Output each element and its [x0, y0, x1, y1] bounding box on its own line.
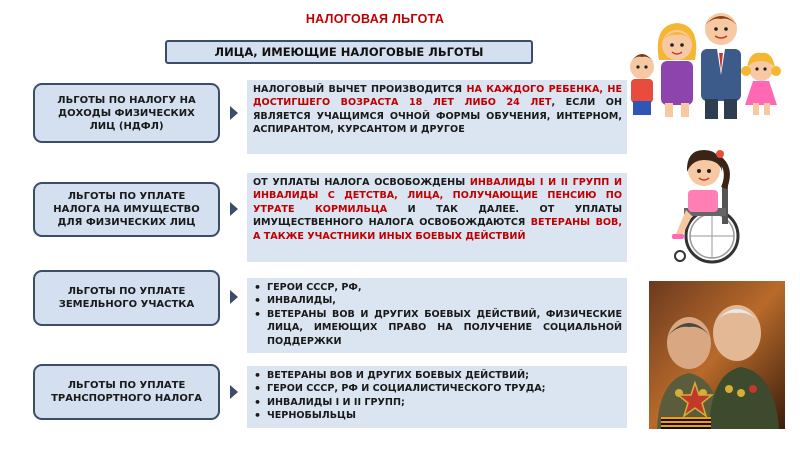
description-text: ОТ УПЛАТЫ НАЛОГА ОСВОБОЖДЕНЫ ИНВАЛИДЫ I И II ГРУПП И ИНВАЛИДЫ С ДЕТСТВА, ЛИЦА, ПОЛУЧАЮЩИЕ ПЕНСИЮ ПО УТРАТЕ КОРМИЛЬЦА И ТАК ДАЛЕЕ. ОТ УПЛАТЫ ИМУЩЕСТВЕННОГО НАЛОГА ОСВОБОЖДАЮТСЯ ВЕТЕРАНЫ ВОВ, А ТАКЖЕ УЧАСТНИКИ ИНЫХ БОЕВЫХ ДЕЙСТВИЙ: [253, 177, 623, 242]
arrow-right-icon: [230, 290, 238, 304]
subtitle-box: [165, 40, 533, 64]
category-box-property: [33, 182, 220, 237]
list-item: • ГЕРОИ СССР, РФ,: [253, 281, 622, 294]
list-item: • ВЕТЕРАНЫ ВОВ И ДРУГИХ БОЕВЫХ ДЕЙСТВИЙ, ФИЗИЧЕСКИЕ ЛИЦА, ИМЕЮЩИХ ПРАВО НА ПОЛУЧЕНИЕ СОЦИАЛЬНОЙ ПОДДЕРЖКИ: [253, 308, 622, 348]
category-line: ЛЬГОТЫ ПО УПЛАТЕ: [67, 380, 186, 391]
description-text: НАЛОГОВЫЙ ВЫЧЕТ ПРОИЗВОДИТСЯ НА КАЖДОГО РЕБЕНКА, НЕ ДОСТИГШЕГО ВОЗРАСТА 18 ЛЕТ ЛИБО 24 ЛЕТ, ЕСЛИ ОН ЯВЛЯЕТСЯ УЧАЩИМСЯ ОЧНОЙ ФОРМЫ ОБУЧЕНИЯ, ИНТЕРНОМ, АСПИРАНТОМ, КУРСАНТОМ И ДРУГОЕ: [253, 84, 622, 136]
category-line: НАЛОГА НА ИМУЩЕСТВО: [53, 204, 200, 215]
category-line: ЛИЦ (НДФЛ): [89, 120, 164, 132]
category-box-ndfl: [33, 83, 220, 143]
description-box-transport: [247, 366, 627, 428]
girl-figure: [741, 53, 781, 115]
subtitle-text: ЛИЦА, ИМЕЮЩИЕ НАЛОГОВЫЕ ЛЬГОТЫ: [214, 45, 484, 59]
benefit-list: [253, 369, 622, 423]
girl-in-wheelchair-illustration: [662, 138, 762, 266]
father-figure: [701, 13, 741, 119]
veterans-photo: [649, 281, 785, 429]
category-box-transport: [33, 364, 220, 420]
boy-figure: [630, 54, 654, 115]
description-box-land: [247, 278, 627, 353]
arrow-right-icon: [230, 385, 238, 399]
description-box-property: [247, 173, 627, 262]
category-line: ЛЬГОТЫ ПО УПЛАТЕ: [67, 286, 186, 297]
benefit-list: [253, 281, 622, 348]
list-item: • ЧЕРНОБЫЛЬЦЫ: [253, 409, 622, 422]
ribbon-icon: [661, 417, 711, 429]
list-item: • ВЕТЕРАНЫ ВОВ И ДРУГИХ БОЕВЫХ ДЕЙСТВИЙ;: [253, 369, 622, 382]
arrow-right-icon: [230, 202, 238, 216]
slide-title: НАЛОГОВАЯ ЛЬГОТА: [305, 12, 445, 26]
list-item: • ИНВАЛИДЫ,: [253, 294, 622, 307]
category-line: ЗЕМЕЛЬНОГО УЧАСТКА: [58, 299, 195, 310]
description-box-ndfl: [247, 80, 627, 154]
list-item: • ГЕРОИ СССР, РФ И СОЦИАЛИСТИЧЕСКОГО ТРУДА;: [253, 382, 622, 395]
category-line: ДОХОДЫ ФИЗИЧЕСКИХ: [58, 107, 195, 119]
category-line: ЛЬГОТЫ ПО НАЛОГУ НА: [57, 94, 196, 106]
category-line: ДЛЯ ФИЗИЧЕСКИХ ЛИЦ: [57, 217, 196, 228]
arrow-right-icon: [230, 106, 238, 120]
list-item: • ИНВАЛИДЫ I И II ГРУПП;: [253, 396, 622, 409]
mother-figure: [658, 23, 696, 117]
category-line: ЛЬГОТЫ ПО УПЛАТЕ: [67, 191, 186, 202]
family-illustration: [625, 5, 783, 123]
category-line: ТРАНСПОРТНОГО НАЛОГА: [51, 393, 202, 404]
category-box-land: [33, 270, 220, 326]
